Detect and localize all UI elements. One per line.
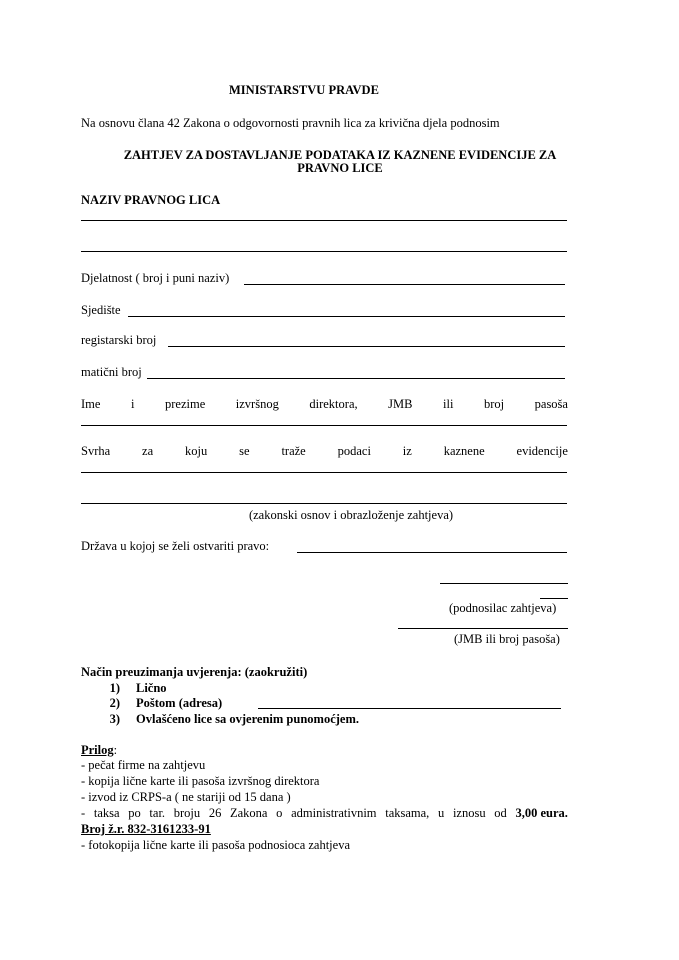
ime-word: Ime [81, 397, 101, 411]
svrha-word: traže [281, 444, 306, 458]
podnosilac-signature-line-short[interactable] [540, 598, 568, 599]
naziv-label: NAZIV PRAVNOG LICA [81, 193, 221, 207]
taksa-word: broju [173, 806, 201, 820]
svrha-line-2[interactable] [81, 503, 567, 504]
drzava-line[interactable] [297, 552, 567, 553]
taksa-word: 26 [208, 806, 222, 820]
taksa-amount: 3,00 eura. [515, 806, 568, 820]
preuzimanje-option-3[interactable] [98, 712, 359, 727]
registarski-line[interactable] [168, 346, 565, 347]
ime-word: direktora, [309, 397, 358, 411]
svrha-label [81, 444, 568, 459]
taksa-word: Zakona [230, 806, 268, 820]
taksa-word: iznosu [452, 806, 486, 820]
prilog-item: - pečat firme na zahtjevu [81, 758, 206, 772]
svrha-word: podaci [337, 444, 371, 458]
jmb-label: (JMB ili broj pasoša) [454, 632, 560, 646]
maticni-line[interactable] [147, 378, 565, 379]
ime-word: JMB [388, 397, 413, 411]
svrha-word: koju [185, 444, 208, 458]
ime-line[interactable] [81, 425, 567, 426]
prilog-item: - izvod iz CRPS-a ( ne stariji od 15 dana ) [81, 790, 291, 804]
taksa-word: tar. [149, 806, 166, 820]
naziv-line-2[interactable] [81, 251, 567, 252]
option-text: Ovlašćeno lice sa ovjerenim punomoćjem. [136, 712, 359, 726]
svrha-word: kaznene [443, 444, 485, 458]
ime-word: pasoša [534, 397, 568, 411]
preuzimanje-option-1[interactable] [98, 681, 167, 696]
maticni-label: matični broj [81, 365, 142, 379]
preuzimanje-option-2[interactable] [98, 696, 222, 711]
ime-word: broj [483, 397, 505, 411]
taksa-word: o [276, 806, 283, 820]
prilog-heading-text: Prilog [81, 743, 114, 757]
svrha-word: evidencije [516, 444, 568, 458]
drzava-label: Država u kojoj se želi ostvariti pravo: [81, 539, 270, 553]
ime-word: izvršnog [235, 397, 279, 411]
ime-label [81, 397, 568, 412]
prilog-heading [81, 743, 117, 758]
svrha-word: iz [402, 444, 412, 458]
svrha-word: Svrha [81, 444, 111, 458]
taksa-word: - [81, 806, 86, 820]
podnosilac-label: (podnosilac zahtjeva) [449, 601, 557, 615]
djelatnost-line[interactable] [244, 284, 565, 285]
option-number: 1) [109, 681, 120, 695]
naziv-line-1[interactable] [81, 220, 567, 221]
intro-text: Na osnovu člana 42 Zakona o odgovornosti pravnih lica za krivična djela podnosim [81, 116, 500, 130]
taksa-word: po [128, 806, 141, 820]
svrha-word: za [142, 444, 154, 458]
taksa-word: od [494, 806, 507, 820]
taksa-word: taksa [93, 806, 120, 820]
form-title-line2: PRAVNO LICE [297, 161, 383, 175]
djelatnost-label: Djelatnost ( broj i puni naziv) [81, 271, 230, 285]
ime-word: ili [443, 397, 454, 411]
prilog-item: - kopija lične karte ili pasoša izvršnog direktora [81, 774, 320, 788]
svrha-note: (zakonski osnov i obrazloženje zahtjeva) [248, 508, 454, 522]
preuzimanje-heading: Način preuzimanja uvjerenja: (zaokružiti) [81, 665, 308, 679]
podnosilac-signature-line[interactable] [440, 583, 568, 584]
sjediste-line[interactable] [128, 316, 565, 317]
option-text: Lično [136, 681, 167, 695]
sjediste-label: Sjedište [81, 303, 121, 317]
prilog-item: - fotokopija lične karte ili pasoša podnosioca zahtjeva [81, 838, 351, 852]
ime-word: i [130, 397, 135, 411]
prilog-taksa-item [81, 806, 568, 821]
jmb-line[interactable] [398, 628, 568, 629]
option-number: 3) [109, 712, 120, 726]
option-number: 2) [109, 696, 120, 710]
svrha-line-1[interactable] [81, 472, 567, 473]
registarski-label: registarski broj [81, 333, 157, 347]
ministry-heading: MINISTARSTVU PRAVDE [229, 83, 379, 97]
taksa-word: administrativnim [291, 806, 377, 820]
ime-word: prezime [164, 397, 206, 411]
option-text: Poštom (adresa) [136, 696, 223, 710]
taksa-word: taksama, [385, 806, 430, 820]
prilog-colon: : [113, 743, 118, 757]
svrha-word: se [239, 444, 250, 458]
posta-adresa-line[interactable] [258, 708, 561, 709]
taksa-word: u [438, 806, 445, 820]
form-title-line1: ZAHTJEV ZA DOSTAVLJANJE PODATAKA IZ KAZNENE EVIDENCIJE ZA [123, 148, 557, 162]
bank-account-number: Broj ž.r. 832-3161233-91 [81, 822, 211, 836]
